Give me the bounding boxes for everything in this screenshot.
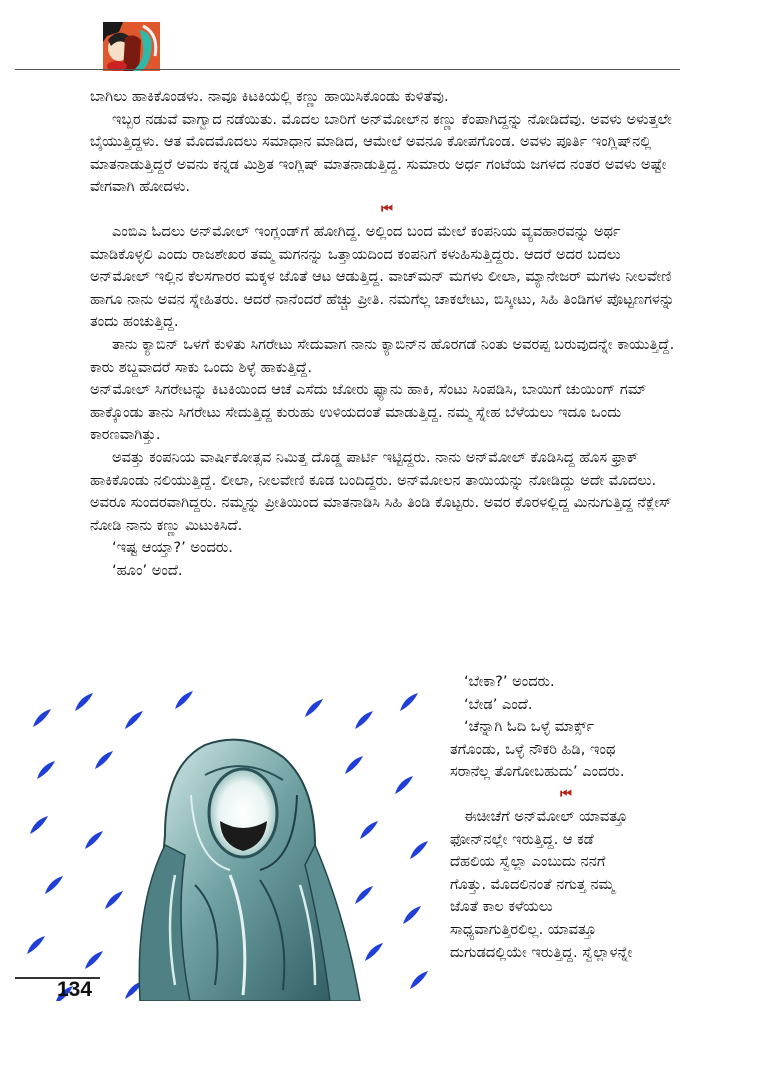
feather-icon <box>85 951 103 969</box>
feather-icon <box>365 943 383 961</box>
feather-icon <box>400 693 418 711</box>
paragraph-line: ಗೊತ್ತು. ಮೊದಲಿನಂತೆ ನಗುತ್ತ ನಮ್ಮ <box>450 875 615 893</box>
paragraph-line: ದೆಹಲಿಯ ಸ್ವೆಲ್ಲಾ ಎಂಬುದು ನನಗೆ <box>450 853 606 871</box>
paragraph-line: ಜೊತೆ ಕಾಲ ಕಳೆಯಲು <box>450 898 553 916</box>
feather-icon <box>305 699 323 717</box>
feather-icon <box>403 906 421 924</box>
section-break-icon: ⏮ <box>381 201 391 217</box>
header-rule <box>15 69 680 70</box>
feather-icon <box>27 936 45 954</box>
feather-icon <box>30 816 48 834</box>
feather-icon <box>410 841 428 859</box>
dialogue-line: ತಗೊಂಡು, ಒಳ್ಳೆ ನೌಕರಿ ಹಿಡಿ, ಇಂಥ <box>450 740 616 758</box>
feather-icon <box>95 751 113 769</box>
feather-icon <box>125 711 143 729</box>
paragraph: ಇಬ್ಬರ ನಡುವೆ ವಾಗ್ವಾದ ನಡೆಯಿತು. ಮೊದಲ ಬಾರಿಗೆ ಅನ್‌ಮೋಲ್‌ನ ಕಣ್ಣು ಕೆಂಪಾಗಿದ್ದನ್ನು ನೋಡಿದೆವು. ಅವಳು ಅಳುತ್ತಲೇ ಬೈಯುತ್ತಿದ್ದಳು. ಆತ ಮೊದಮೊದಲು ಸಮಾಧಾನ ಮಾಡಿದ, ಆಮೇಲೆ ಅವನೂ ಕೋಪಗೊಂಡ. ಅವಳು ಪೂರ್ತಿ ಇಂಗ್ಲಿಷ್‌ನಲ್ಲಿ ಮಾತನಾಡುತ್ತಿದ್ದರೆ ಅವನು ಕನ್ನಡ ಮಿಶ್ರಿತ ಇಂಗ್ಲಿಷ್ ಮಾತನಾಡುತ್ತಿದ್ದ. ಸುಮಾರು ಅರ್ಧ ಗಂಟೆಯ ಜಗಳದ ನಂತರ ಅವಳು ಅಷ್ಟೇ ವೇಗವಾಗಿ ಹೋದಳು. <box>90 110 672 196</box>
feather-icon <box>37 761 55 779</box>
feather-icon <box>33 709 51 727</box>
feather-icon <box>355 711 373 729</box>
dialogue-line: ‘ಬೇಕಾ?’ ಅಂದರು. <box>464 673 555 690</box>
illustrated-faces-logo-icon <box>103 22 160 71</box>
paragraph: ಬಾಗಿಲು ಹಾಕಿಕೊಂಡಳು. ನಾವೂ ಕಿಟಕಿಯಲ್ಲಿ ಕಣ್ಣು ಹಾಯಿಸಿಕೊಂಡು ಕುಳಿತೆವು. <box>90 88 449 105</box>
magazine-logo <box>103 22 160 71</box>
page-number: 134 <box>57 978 93 1001</box>
feather-icon <box>175 691 193 709</box>
feather-icon <box>345 756 363 774</box>
feather-icon <box>45 876 63 894</box>
hooded-figure-illustration <box>15 685 428 1001</box>
paragraph: ಎಂಬಿಎ ಓದಲು ಅನ್‌ಮೋಲ್ ಇಂಗ್ಲಂಡ್‌ಗೆ ಹೋಗಿದ್ದ. ಅಲ್ಲಿಂದ ಬಂದ ಮೇಲೆ ಕಂಪನಿಯ ವ್ಯವಹಾರವನ್ನು ಅರ್ಥ ಮಾಡಿಕೊಳ್ಳಲಿ ಎಂದು ರಾಜಶೇಖರ ತಮ್ಮ ಮಗನನ್ನು ಒತ್ತಾಯದಿಂದ ಕಂಪನಿಗೆ ಕಳುಹಿಸುತ್ತಿದ್ದರು. ಆದರೆ ಅದರ ಬದಲು ಅನ್‌ಮೋಲ್ ಇಲ್ಲಿನ ಕೆಲಸಗಾರರ ಮಕ್ಕಳ ಜೊತೆ ಆಟ ಆಡುತ್ತಿದ್ದ. ವಾಚ್‌ಮನ್ ಮಗಳು ಲೀಲಾ, ಮ್ಯಾನೇಜರ್ ಮಗಳು ನೀಲವೇಣಿ ಹಾಗೂ ನಾನು ಅವನ ಸ್ನೇಹಿತರು. ಆದರೆ ನಾನೆಂದರೆ ಹೆಚ್ಚು ಪ್ರೀತಿ. ನಮಗೆಲ್ಲ ಚಾಕಲೇಟು, ಬಿಸ್ಕೀಟು, ಸಿಹಿ ತಿಂಡಿಗಳ ಪೊಟ್ಟಣಗಳನ್ನು ತಂದು ಹಂಚುತ್ತಿದ್ದ. <box>90 222 675 331</box>
dialogue-line: ‘ಚೆನ್ನಾಗಿ ಓದಿ ಒಳ್ಳೆ ಮಾರ್ಕ್ಸ್ <box>464 718 595 736</box>
paragraph-line: ದುಗುಡದಲ್ಲಿಯೇ ಇರುತ್ತಿದ್ದ. ಸ್ವೆಲ್ಲಾಳನ್ನೇ <box>450 943 633 961</box>
paragraph: ತಾನು ಕ್ಯಾಬಿನ್ ಒಳಗೆ ಕುಳಿತು ಸಿಗರೇಟು ಸೇದುವಾಗ ನಾನು ಕ್ಯಾಬಿನ್‌ನ ಹೊರಗಡೆ ನಿಂತು ಅವರಪ್ಪ ಬರುವುದನ್ನೇ ಕಾಯುತ್ತಿದ್ದೆ. ಕಾರು ಶಬ್ದವಾದರೆ ಸಾಕು ಒಂದು ಶಿಳ್ಳೆ ಹಾಕುತ್ತಿದ್ದೆ. <box>90 335 675 376</box>
section-break-icon: ⏮ <box>560 786 570 802</box>
dialogue-line: ‘ಹೂಂ’ ಅಂದೆ. <box>112 561 183 579</box>
dialogue-line: ಸರಾನೆಲ್ಲ ತೊಗೋಬಹುದು’ ಎಂದರು. <box>450 763 625 781</box>
dialogue-line: ‘ಇಷ್ಟ ಆಯ್ತಾ?’ ಅಂದರು. <box>112 539 233 557</box>
paragraph-line: ಫೋನ್‌ನಲ್ಲೇ ಇರುತ್ತಿದ್ದ. ಆ ಕಡೆ <box>450 830 594 848</box>
dialogue-line: ‘ಬೇಡ’ ಎಂದೆ. <box>464 695 533 713</box>
story-text <box>90 86 682 582</box>
paragraph: ಅವತ್ತು ಕಂಪನಿಯ ವಾರ್ಷಿಕೋತ್ಸವ ನಿಮಿತ್ತ ದೊಡ್ಡ ಪಾರ್ಟಿ ಇಟ್ಟಿದ್ದರು. ನಾನು ಅನ್‌ಮೋಲ್ ಕೊಡಿಸಿದ್ದ ಹೊಸ ಫ್ರಾಕ್ ಹಾಕಿಕೊಂಡು ನಲಿಯುತ್ತಿದ್ದೆ. ಲೀಲಾ, ನೀಲವೇಣಿ ಕೂಡ ಬಂದಿದ್ದರು. ಅನ್‌ಮೋಲನ ತಾಯಿಯನ್ನು ನೋಡಿದ್ದು ಅದೇ ಮೊದಲು. ಅವರೂ ಸುಂದರವಾಗಿದ್ದರು. ನಮ್ಮನ್ನು ಪ್ರೀತಿಯಿಂದ ಮಾತನಾಡಿಸಿ ಸಿಹಿ ತಿಂಡಿ ಕೊಟ್ಟರು. ಅವರ ಕೊರಳಲ್ಲಿದ್ದ ಮಿನುಗುತ್ತಿದ್ದ ನೆಕ್ಲೇಸ್ ನೋಡಿ ನಾನು ಕಣ್ಣು ಮಿಟುಕಿಸಿದೆ. <box>90 448 672 534</box>
paragraph-line: ಸಾಧ್ಯವಾಗುತ್ತಿರಲಿಲ್ಲ. ಯಾವತ್ತೂ <box>450 920 597 938</box>
feather-icon <box>355 886 373 904</box>
right-column-text <box>450 671 680 964</box>
paragraph: ಅನ್‌ಮೋಲ್ ಸಿಗರೇಟನ್ನು ಕಿಟಕಿಯಿಂದ ಆಚೆ ಎಸೆದು ಜೋರು ಫ್ಯಾನು ಹಾಕಿ, ಸೆಂಟು ಸಿಂಪಡಿಸಿ, ಬಾಯಿಗೆ ಚುಯಿಂಗ್ ಗಮ್ ಹಾಕ್ಕೊಂಡು ತಾನು ಸಿಗರೇಟು ಸೇದುತ್ತಿದ್ದ ಕುರುಹು ಉಳಿಯದಂತೆ ಮಾಡುತ್ತಿದ್ದ. ನಮ್ಮ ಸ್ನೇಹ ಬೆಳೆಯಲು ಇದೂ ಒಂದು ಕಾರಣವಾಗಿತ್ತು. <box>90 381 647 444</box>
feather-icon <box>410 971 428 989</box>
feather-icon <box>105 891 123 909</box>
feather-icon <box>75 693 93 711</box>
paragraph-line: ಈಚೀಚೆಗೆ ಅನ್‌ಮೋಲ್ ಯಾವತ್ತೂ <box>464 807 628 825</box>
hooded-figure-icon <box>15 685 428 1001</box>
feather-icon <box>85 831 103 849</box>
feather-icon <box>395 776 413 794</box>
feather-icon <box>360 821 378 839</box>
